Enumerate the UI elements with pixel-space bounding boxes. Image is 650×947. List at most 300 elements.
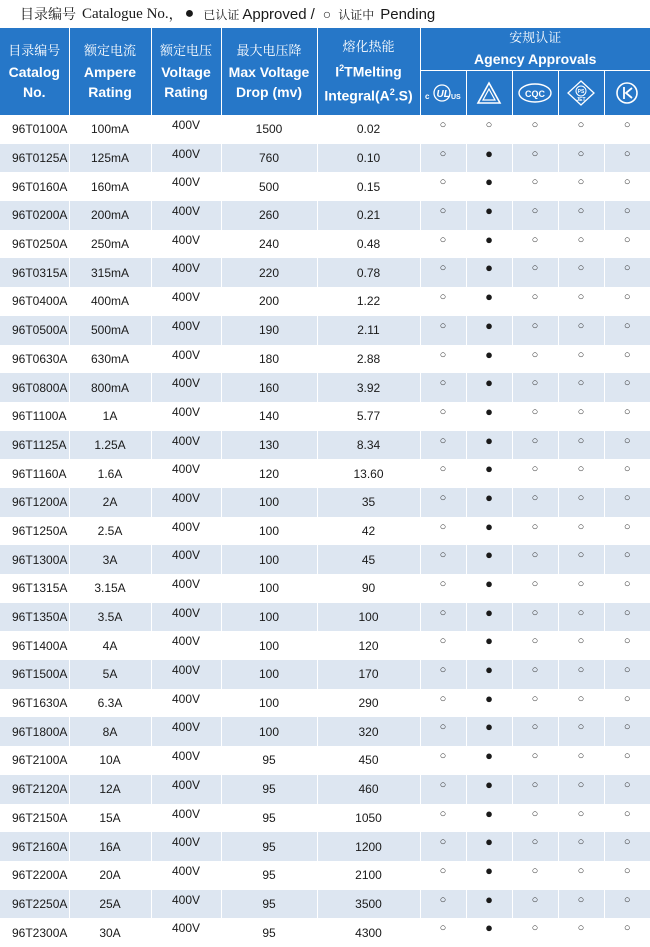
table-row [0,258,650,287]
cell-catalog: 96T1125A [0,431,69,460]
cell-melting: 320 [317,717,420,746]
cell-ampere: 12A [69,775,151,804]
cell-voltage: 400V [151,115,221,144]
approved-dot-icon: ● [466,345,512,374]
pending-circle-icon: ○ [558,861,604,890]
cell-catalog: 96T2120A [0,775,69,804]
svg-text:PS: PS [578,89,585,95]
pending-circle-icon: ○ [512,832,558,861]
pending-circle-icon: ○ [420,172,466,201]
cell-melting: 0.10 [317,144,420,173]
cell-catalog: 96T2300A [0,918,69,947]
pending-circle-icon: ○ [420,746,466,775]
cell-melting: 460 [317,775,420,804]
pending-circle-icon: ○ [604,517,650,546]
cell-ampere: 4A [69,631,151,660]
agency-cul [420,71,466,116]
pending-circle-icon: ○ [512,144,558,173]
cell-catalog: 96T1100A [0,402,69,431]
header-ampere-en1: Ampere [70,62,151,82]
cell-ampere: 10A [69,746,151,775]
approved-dot-icon: ● [466,373,512,402]
pending-circle-icon: ○ [604,258,650,287]
cell-catalog: 96T1250A [0,517,69,546]
cell-max-drop: 95 [221,775,317,804]
table-row [0,660,650,689]
header-ampere-cn: 额定电流 [70,42,151,62]
cell-ampere: 30A [69,918,151,947]
approved-dot-icon: ● [466,488,512,517]
header-catalog-en1: Catalog [0,62,69,82]
approved-dot-icon: ● [466,775,512,804]
pending-circle-icon: ○ [512,517,558,546]
agency-kc [604,71,650,116]
cell-voltage: 400V [151,258,221,287]
cell-ampere: 3A [69,545,151,574]
pending-circle-icon: ○ [604,402,650,431]
header-melting-cn: 熔化热能 [318,38,420,58]
cell-max-drop: 100 [221,631,317,660]
pending-circle-icon: ○ [420,689,466,718]
cell-ampere: 315mA [69,258,151,287]
pending-circle-icon: ○ [512,545,558,574]
pending-circle-icon: ○ [604,488,650,517]
approved-dot-icon: ● [466,660,512,689]
cell-voltage: 400V [151,631,221,660]
pending-circle-icon: ○ [420,201,466,230]
cell-catalog: 96T1200A [0,488,69,517]
table-row [0,689,650,718]
table-body [0,115,650,947]
legend-pending-en: Pending [380,6,435,23]
cell-ampere: 25A [69,890,151,919]
table-row [0,918,650,947]
pending-circle-icon: ○ [604,574,650,603]
cell-catalog: 96T0315A [0,258,69,287]
cell-ampere: 3.5A [69,603,151,632]
cell-max-drop: 220 [221,258,317,287]
cell-voltage: 400V [151,201,221,230]
cell-voltage: 400V [151,746,221,775]
header-ampere-en2: Rating [70,82,151,102]
cell-voltage: 400V [151,373,221,402]
cell-melting: 0.48 [317,230,420,259]
pending-circle-icon: ○ [420,918,466,947]
cell-max-drop: 95 [221,918,317,947]
pending-circle-icon: ○ [420,631,466,660]
pending-circle-icon: ○ [558,230,604,259]
pending-circle-icon: ○ [558,373,604,402]
legend-approved-cn: 已认证 [203,6,239,23]
pending-circle-icon: ○ [558,517,604,546]
cell-catalog: 96T1300A [0,545,69,574]
cell-melting: 170 [317,660,420,689]
pending-circle-icon: ○ [558,459,604,488]
header-melting-en2 [318,82,420,106]
cell-ampere: 250mA [69,230,151,259]
pending-circle-icon: ○ [512,574,558,603]
cell-voltage: 400V [151,918,221,947]
approved-dot-icon: ● [466,172,512,201]
cell-catalog: 96T1630A [0,689,69,718]
cell-voltage: 400V [151,603,221,632]
cell-ampere: 1A [69,402,151,431]
cell-catalog: 96T0400A [0,287,69,316]
cell-max-drop: 120 [221,459,317,488]
header-maxdrop-en1: Max Voltage [222,62,317,82]
cell-catalog: 96T1315A [0,574,69,603]
pending-circle-icon: ○ [512,918,558,947]
cell-voltage: 400V [151,517,221,546]
cell-catalog: 96T0100A [0,115,69,144]
pending-circle-icon: ○ [420,459,466,488]
tuv-triangle-icon [476,81,502,105]
pending-circle-icon: ○ [558,144,604,173]
table-row [0,144,650,173]
cell-voltage: 400V [151,459,221,488]
header-ampere [69,28,151,115]
cell-ampere: 200mA [69,201,151,230]
cell-melting: 5.77 [317,402,420,431]
cell-melting: 0.15 [317,172,420,201]
table-row [0,230,650,259]
table-row [0,287,650,316]
approved-dot-icon: ● [466,804,512,833]
pending-circle-icon: ○ [558,402,604,431]
pending-circle-icon: ○ [512,631,558,660]
pending-circle-icon: ○ [604,603,650,632]
pending-circle-icon: ○ [420,402,466,431]
cell-max-drop: 240 [221,230,317,259]
pending-circle-icon: ○ [420,545,466,574]
header-melting-i: I [335,64,339,80]
cell-catalog: 96T0500A [0,316,69,345]
pending-circle-icon: ○ [420,717,466,746]
cul-us-icon [424,82,462,104]
pending-circle-icon: ○ [512,402,558,431]
table-row [0,517,650,546]
cell-melting: 100 [317,603,420,632]
cell-voltage: 400V [151,832,221,861]
pending-circle-icon: ○ [512,115,558,144]
pending-circle-icon: ○ [512,345,558,374]
table-row [0,746,650,775]
cell-max-drop: 1500 [221,115,317,144]
cell-voltage: 400V [151,488,221,517]
header-melting-unit: .S) [395,87,413,103]
cell-melting: 120 [317,631,420,660]
cell-max-drop: 100 [221,545,317,574]
pending-circle-icon: ○ [466,115,512,144]
pending-circle-icon: ○ [558,890,604,919]
cell-catalog: 96T1350A [0,603,69,632]
cell-melting: 1.22 [317,287,420,316]
header-voltage-en1: Voltage [152,62,221,82]
cell-catalog: 96T0630A [0,345,69,374]
cell-ampere: 100mA [69,115,151,144]
header-melting [317,28,420,115]
table-row [0,345,650,374]
cell-voltage: 400V [151,890,221,919]
cell-max-drop: 100 [221,488,317,517]
cell-voltage: 400V [151,689,221,718]
legend-catalog-cn: 目录编号 [20,4,76,24]
cell-catalog: 96T2250A [0,890,69,919]
pending-circle-icon: ○ [420,832,466,861]
cell-ampere: 630mA [69,345,151,374]
pending-circle-icon: ○ [604,918,650,947]
pending-circle-icon: ○ [604,660,650,689]
cell-voltage: 400V [151,402,221,431]
cell-max-drop: 95 [221,890,317,919]
cell-max-drop: 95 [221,861,317,890]
legend-approved-en: Approved [242,6,306,23]
pending-circle-icon: ○ [604,230,650,259]
cell-melting: 4300 [317,918,420,947]
pending-circle-icon: ○ [512,660,558,689]
pending-circle-icon: ○ [558,746,604,775]
cell-melting: 0.02 [317,115,420,144]
cell-catalog: 96T0250A [0,230,69,259]
pending-circle-icon: ○ [604,115,650,144]
cell-melting: 0.21 [317,201,420,230]
cell-melting: 2.88 [317,345,420,374]
cqc-icon [517,82,553,104]
header-melting-sup2: 2 [390,87,395,97]
pending-circle-icon: ○ [604,316,650,345]
header-catalog-en2: No. [0,82,69,102]
pending-circle-icon: ○ [420,230,466,259]
pending-circle-icon: ○ [512,258,558,287]
table-row [0,115,650,144]
table-row [0,201,650,230]
cell-ampere: 8A [69,717,151,746]
pending-circle-icon: ○ [604,861,650,890]
table-row [0,890,650,919]
pending-circle-icon: ○ [604,459,650,488]
approved-dot-icon: ● [466,832,512,861]
cell-catalog: 96T2150A [0,804,69,833]
pending-circle-icon: ○ [420,144,466,173]
pending-circle-icon: ○ [420,258,466,287]
table-row [0,631,650,660]
table-row [0,545,650,574]
approved-dot-icon: ● [466,230,512,259]
cell-max-drop: 200 [221,287,317,316]
approved-dot-icon: ● [466,717,512,746]
svg-text:CQC: CQC [525,89,546,99]
pending-circle-icon: ○ [558,631,604,660]
legend-pending-cn: 认证中 [338,6,374,23]
approved-dot-icon: ● [466,631,512,660]
cell-max-drop: 95 [221,746,317,775]
pending-circle-icon: ○ [558,431,604,460]
pending-circle-icon: ○ [420,373,466,402]
cell-voltage: 400V [151,172,221,201]
header-agency-cn: 安规认证 [421,29,650,49]
pending-circle-icon: ○ [558,258,604,287]
pending-circle-icon: ○ [604,431,650,460]
header-melting-sup1: 2 [339,63,344,73]
agency-tuv [466,71,512,116]
header-voltage [151,28,221,115]
cell-voltage: 400V [151,431,221,460]
cell-ampere: 3.15A [69,574,151,603]
cell-ampere: 15A [69,804,151,833]
approved-dot-icon: ● [466,431,512,460]
approved-dot-icon: ● [466,517,512,546]
cell-voltage: 400V [151,861,221,890]
header-agency-en: Agency Approvals [421,49,650,69]
agency-pse [558,71,604,116]
cell-max-drop: 100 [221,660,317,689]
pending-circle-icon: ○ [420,431,466,460]
cell-max-drop: 160 [221,373,317,402]
header-maxdrop-cn: 最大电压降 [222,42,317,62]
cell-catalog: 96T1500A [0,660,69,689]
pending-circle-icon: ○ [558,287,604,316]
cell-catalog: 96T0160A [0,172,69,201]
cell-voltage: 400V [151,345,221,374]
pse-jet-icon [567,80,595,106]
cell-ampere: 16A [69,832,151,861]
pending-circle-icon: ○ [512,316,558,345]
pending-circle-icon: ○ [604,144,650,173]
pending-circle-icon: ○ [558,316,604,345]
cell-voltage: 400V [151,144,221,173]
fuse-spec-table [0,28,650,947]
cell-ampere: 2A [69,488,151,517]
cell-melting: 1200 [317,832,420,861]
pending-circle-icon: ○ [558,345,604,374]
approved-dot-icon: ● [466,258,512,287]
pending-circle-icon: ○ [512,459,558,488]
pending-circle-icon: ○ [558,545,604,574]
pending-circle-icon: ○ [512,775,558,804]
pending-circle-icon: ○ [512,373,558,402]
pending-circle-icon: ○ [420,488,466,517]
cell-melting: 1050 [317,804,420,833]
cell-catalog: 96T2160A [0,832,69,861]
cell-max-drop: 95 [221,804,317,833]
pending-circle-icon: ○ [420,517,466,546]
pending-circle-icon: ○ [604,717,650,746]
cell-voltage: 400V [151,287,221,316]
header-voltage-cn: 额定电压 [152,42,221,62]
cell-melting: 45 [317,545,420,574]
cell-ampere: 400mA [69,287,151,316]
pending-circle-icon: ○ [512,431,558,460]
table-row [0,402,650,431]
pending-circle-icon: ○ [558,172,604,201]
header-max-drop [221,28,317,115]
approved-dot-icon: ● [466,402,512,431]
cell-melting: 13.60 [317,459,420,488]
pending-circle-icon: ○ [512,861,558,890]
pending-circle-icon: ○ [420,890,466,919]
svg-text:US: US [451,94,461,101]
pending-circle-icon: ○ [558,660,604,689]
cell-max-drop: 500 [221,172,317,201]
table-row [0,431,650,460]
cell-voltage: 400V [151,804,221,833]
pending-circle-icon: ○ [604,172,650,201]
header-catalog [0,28,69,115]
cell-catalog: 96T2200A [0,861,69,890]
pending-circle-icon: ○ [604,631,650,660]
table-row [0,172,650,201]
cell-catalog: 96T0200A [0,201,69,230]
legend [0,0,650,28]
table-row [0,717,650,746]
pending-circle-icon: ○ [420,660,466,689]
cell-melting: 290 [317,689,420,718]
table-row [0,488,650,517]
table-row [0,373,650,402]
cell-max-drop: 100 [221,717,317,746]
pending-circle-icon: ○ [512,746,558,775]
pending-circle-icon: ○ [558,488,604,517]
pending-circle-icon: ○ [512,804,558,833]
cell-catalog: 96T2100A [0,746,69,775]
pending-circle-icon: ○ [604,746,650,775]
cell-ampere: 1.6A [69,459,151,488]
header-melting-integral: Integral(A [324,87,389,103]
cell-ampere: 800mA [69,373,151,402]
pending-circle-icon: ○ [420,316,466,345]
pending-circle-icon: ○ [512,172,558,201]
approved-dot-icon: ● [466,574,512,603]
pending-circle-icon: ○ [558,603,604,632]
pending-circle-icon: ○ [558,918,604,947]
table-row [0,574,650,603]
pending-circle-icon: ○ [420,861,466,890]
cell-max-drop: 190 [221,316,317,345]
pending-circle-icon: ○ [512,890,558,919]
pending-circle-icon: ○ [604,287,650,316]
cell-catalog: 96T0800A [0,373,69,402]
cell-melting: 90 [317,574,420,603]
pending-circle-icon: ○ [604,545,650,574]
approved-dot-icon: ● [466,603,512,632]
approved-dot-icon: ● [466,746,512,775]
header-voltage-en2: Rating [152,82,221,102]
cell-melting: 0.78 [317,258,420,287]
header-maxdrop-en2: Drop (mv) [222,82,317,102]
pending-circle-icon: ○ [420,287,466,316]
pending-circle-icon: ○ [604,201,650,230]
approved-dot-icon: ● [466,890,512,919]
cell-voltage: 400V [151,230,221,259]
pending-circle-icon: ○ [604,890,650,919]
table-row [0,603,650,632]
pending-circle-icon: ○ [512,201,558,230]
cell-catalog: 96T1400A [0,631,69,660]
pending-circle-icon: ○ [558,832,604,861]
approved-dot-icon: ● [466,287,512,316]
approved-dot-icon: ● [466,689,512,718]
cell-max-drop: 140 [221,402,317,431]
cell-ampere: 1.25A [69,431,151,460]
pending-circle-icon: ○ [420,775,466,804]
pending-circle-icon: ○ [558,717,604,746]
pending-circle-icon: ○ [558,804,604,833]
pending-circle-icon: ○ [512,717,558,746]
cell-catalog: 96T0125A [0,144,69,173]
cell-catalog: 96T1160A [0,459,69,488]
cell-max-drop: 180 [221,345,317,374]
pending-circle-icon: ○ [604,832,650,861]
